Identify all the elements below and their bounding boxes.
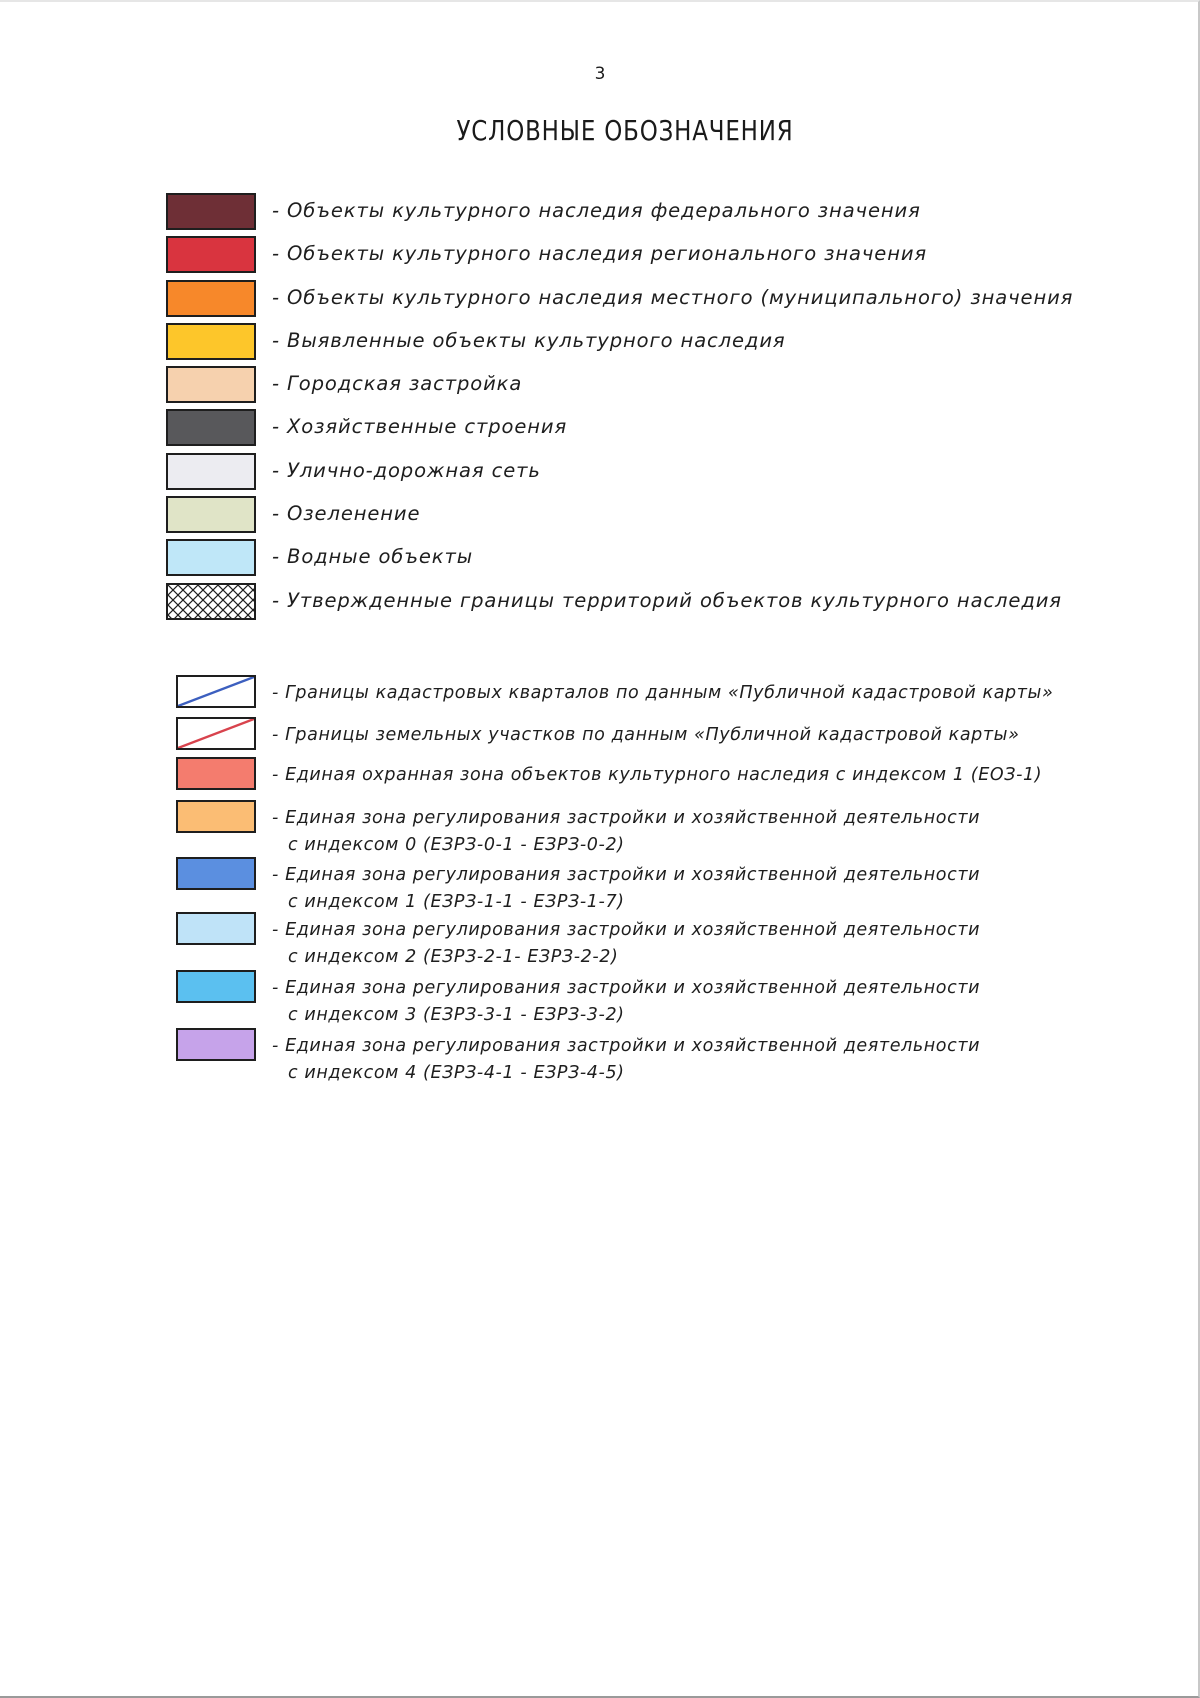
legend-swatch [166, 280, 256, 317]
crosshatch-swatch [166, 583, 256, 620]
legend-swatch [166, 539, 256, 576]
legend-zones [176, 675, 1096, 1086]
legend-label-line2: с индексом 0 (ЕЗРЗ-0-1 - ЕЗРЗ-0-2) [288, 835, 625, 855]
legend-swatch-line [176, 717, 256, 750]
legend-swatch [176, 757, 256, 790]
legend-item [166, 453, 1106, 492]
legend-item [176, 757, 1096, 800]
legend-item [176, 912, 1096, 970]
legend-label: - Утвержденные границы территорий объектов культурного наследия [272, 588, 1062, 612]
legend-item [166, 409, 1106, 448]
legend-label [272, 805, 980, 859]
legend-swatch [166, 366, 256, 403]
legend-label-line1: - Единая зона регулирования застройки и хозяйственной деятельности [272, 920, 981, 940]
legend-label: - Объекты культурного наследия федерального значения [272, 199, 921, 222]
legend-swatch [166, 453, 256, 490]
legend-label [272, 917, 980, 971]
legend-item [166, 496, 1106, 535]
legend-swatch [166, 323, 256, 360]
legend-item [176, 800, 1096, 857]
legend-item [166, 366, 1106, 405]
legend-label-line2: с индексом 2 (ЕЗРЗ-2-1- ЕЗРЗ-2-2) [288, 947, 619, 967]
legend-label: - Объекты культурного наследия регионального значения [272, 242, 928, 266]
legend-label-line1: - Единая зона регулирования застройки и хозяйственной деятельности [272, 978, 981, 998]
legend-swatch [176, 970, 256, 1003]
legend-label [272, 975, 980, 1029]
legend-label [272, 680, 1053, 707]
diagonal-line-icon [178, 719, 254, 748]
legend-item [176, 717, 1096, 757]
legend-label-line2: с индексом 1 (ЕЗРЗ-1-1 - ЕЗРЗ-1-7) [288, 892, 625, 912]
legend-item [166, 583, 1106, 622]
legend-label: - Хозяйственные строения [272, 415, 568, 439]
legend-label-line1: - Единая зона регулирования застройки и хозяйственной деятельности [272, 1036, 981, 1056]
legend-label-line2: с индексом 4 (ЕЗРЗ-4-1 - ЕЗРЗ-4-5) [288, 1063, 625, 1083]
legend-label-line1: - Границы кадастровых кварталов по данным «Публичной кадастровой карты» [272, 683, 1054, 703]
legend-swatch [176, 912, 256, 945]
legend-item [176, 857, 1096, 912]
legend-label: - Выявленные объекты культурного наследия [272, 328, 786, 352]
legend-item [166, 280, 1106, 319]
crosshatch-pattern-icon [168, 585, 254, 618]
legend-label: - Улично-дорожная сеть [272, 458, 541, 482]
legend-label [272, 862, 980, 916]
legend-swatch [166, 236, 256, 273]
legend-label [272, 722, 1019, 749]
legend-item [166, 539, 1106, 578]
legend-swatch [176, 857, 256, 890]
legend-objects [166, 193, 1106, 626]
legend-swatch [176, 1028, 256, 1061]
legend-item [166, 236, 1106, 275]
legend-title: УСЛОВНЫЕ ОБОЗНАЧЕНИЯ [456, 114, 794, 147]
legend-label [272, 1033, 980, 1087]
legend-label-line2: с индексом 3 (ЕЗРЗ-3-1 - ЕЗРЗ-3-2) [288, 1005, 625, 1025]
legend-swatch [166, 496, 256, 533]
legend-label-line1: - Единая охранная зона объектов культурного наследия с индексом 1 (ЕОЗ-1) [272, 765, 1043, 785]
legend-label [272, 762, 1042, 789]
legend-item [166, 193, 1106, 232]
legend-swatch-line [176, 675, 256, 708]
legend-swatch [166, 193, 256, 230]
legend-label: - Водные объекты [272, 545, 474, 569]
legend-item [166, 323, 1106, 362]
legend-item [176, 675, 1096, 717]
legend-swatch [166, 409, 256, 446]
legend-item [176, 1028, 1096, 1086]
legend-label: - Городская застройка [272, 372, 523, 396]
diagonal-line-icon [178, 677, 254, 706]
legend-item [176, 970, 1096, 1028]
legend-label-line1: - Единая зона регулирования застройки и хозяйственной деятельности [272, 808, 981, 828]
legend-label: - Озеленение [272, 502, 421, 526]
legend-label: - Объекты культурного наследия местного (муниципального) значения [272, 285, 1074, 309]
legend-label-line1: - Границы земельных участков по данным «Публичной кадастровой карты» [272, 725, 1020, 745]
legend-label-line1: - Единая зона регулирования застройки и хозяйственной деятельности [272, 865, 981, 885]
page-number: 3 [594, 64, 606, 84]
legend-swatch [176, 800, 256, 833]
